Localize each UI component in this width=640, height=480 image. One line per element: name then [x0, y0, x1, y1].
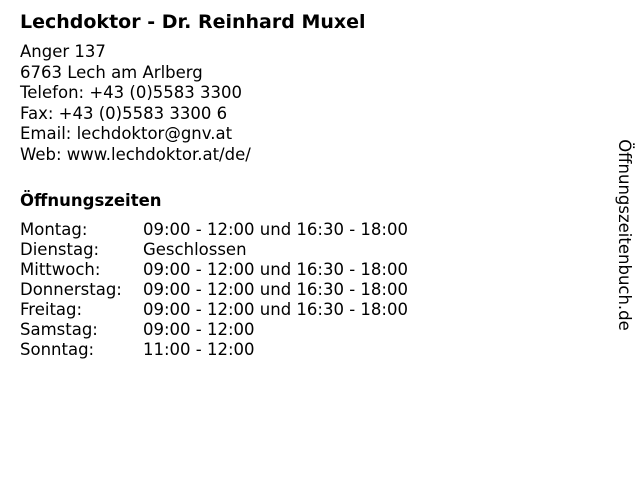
address-city: 6763 Lech am Arlberg [20, 62, 203, 82]
hours-row-thursday [20, 280, 408, 300]
phone-line: Telefon: +43 (0)5583 3300 [20, 83, 242, 102]
hours-row-friday [20, 300, 408, 320]
web-line: Web: www.lechdoktor.at/de/ [20, 144, 251, 164]
source-watermark-text: Öffnungszeitenbuch.de [615, 139, 635, 331]
day-label: Dienstag: [20, 240, 100, 259]
hours-row-saturday [20, 320, 408, 340]
opening-hours-table [20, 220, 408, 360]
source-watermark [612, 135, 636, 335]
time-value: 09:00 - 12:00 und 16:30 - 18:00 [143, 220, 408, 239]
address-block [20, 42, 600, 165]
day-label: Freitag: [20, 300, 83, 319]
hours-row-wednesday [20, 260, 408, 280]
hours-row-tuesday [20, 240, 408, 260]
hours-row-sunday [20, 340, 408, 360]
time-value: 09:00 - 12:00 und 16:30 - 18:00 [143, 280, 408, 299]
opening-hours-heading: Öffnungszeiten [20, 191, 162, 210]
hours-row-monday [20, 220, 408, 240]
address-street: Anger 137 [20, 42, 106, 61]
time-value: 09:00 - 12:00 [143, 320, 255, 339]
day-label: Mittwoch: [20, 260, 101, 279]
time-value: 09:00 - 12:00 und 16:30 - 18:00 [143, 300, 408, 319]
email-line: Email: lechdoktor@gnv.at [20, 124, 233, 143]
time-value: Geschlossen [143, 240, 247, 259]
fax-line: Fax: +43 (0)5583 3300 6 [20, 103, 228, 123]
business-title: Lechdoktor - Dr. Reinhard Muxel [20, 11, 366, 33]
day-label: Samstag: [20, 320, 98, 339]
time-value: 09:00 - 12:00 und 16:30 - 18:00 [143, 260, 408, 279]
business-card [20, 10, 600, 360]
time-value: 11:00 - 12:00 [143, 340, 255, 359]
day-label: Sonntag: [20, 340, 95, 359]
day-label: Montag: [20, 220, 88, 239]
day-label: Donnerstag: [20, 280, 122, 299]
